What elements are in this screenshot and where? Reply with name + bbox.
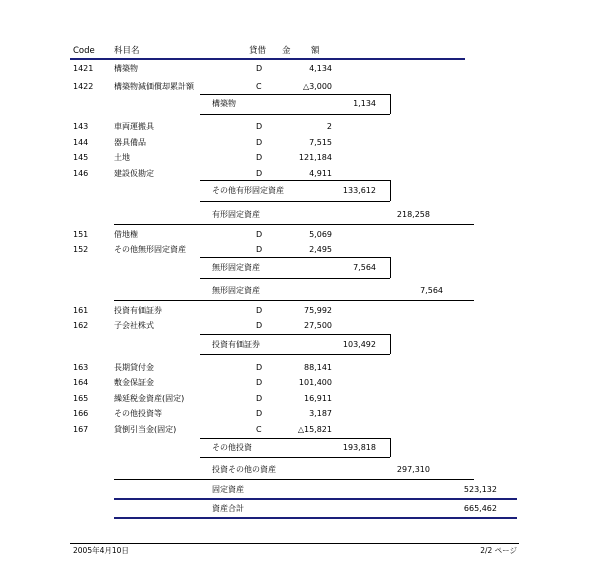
subtotal-amount: 7,564 (353, 263, 376, 272)
subtotal-rule (200, 114, 390, 115)
row-dc: D (256, 306, 263, 315)
subtotal-label: その他有形固定資産 (212, 186, 284, 195)
row-amount: 3,187 (309, 409, 332, 418)
row-dc: D (256, 321, 263, 330)
header-code: Code (73, 46, 95, 56)
row-dc: D (256, 169, 263, 178)
header-amount-1: 金 (282, 46, 291, 56)
row-amount: 4,134 (309, 64, 332, 73)
row-name: 器具備品 (114, 138, 146, 147)
subtotal-rule (200, 457, 390, 458)
row-dc: C (256, 82, 262, 91)
row-name: 借地権 (114, 230, 138, 239)
row-amount: 4,911 (309, 169, 332, 178)
subtotal-rule (200, 94, 390, 95)
row-name: 土地 (114, 153, 130, 162)
total-amount: 297,310 (396, 465, 430, 474)
row-dc: D (256, 409, 263, 418)
header-account-name: 科目名 (114, 46, 140, 56)
row-code: 143 (73, 122, 89, 131)
row-name: 長期貸付金 (114, 363, 154, 372)
row-code: 151 (73, 230, 89, 239)
row-amount: 27,500 (304, 321, 332, 330)
row-code: 161 (73, 306, 89, 315)
subtotal-rule (390, 438, 391, 457)
row-name: その他投資等 (114, 409, 162, 418)
subtotal-rule (200, 180, 390, 181)
subtotal-rule (390, 180, 391, 201)
row-name: 構築物減価償却累計額 (114, 82, 194, 91)
row-name: 敷金保証金 (114, 378, 154, 387)
row-code: 165 (73, 394, 89, 403)
row-dc: D (256, 153, 263, 162)
row-amount: 2 (326, 122, 332, 131)
row-dc: D (256, 363, 263, 372)
subtotal-rule (390, 257, 391, 278)
row-code: 145 (73, 153, 89, 162)
row-code: 166 (73, 409, 89, 418)
row-amount: 7,515 (309, 138, 332, 147)
grand-total-label: 資産合計 (212, 504, 244, 513)
header-debit-credit: 貸借 (249, 46, 267, 56)
subtotal-rule (200, 354, 390, 355)
row-code: 152 (73, 245, 89, 254)
row-amount: 5,069 (309, 230, 332, 239)
row-dc: C (256, 425, 262, 434)
subtotal-label: 構築物 (212, 99, 236, 108)
row-amount: 88,141 (304, 363, 332, 372)
subtotal-rule (200, 278, 390, 279)
total-rule (114, 479, 474, 480)
subtotal-rule (200, 334, 390, 335)
footer-page: 2/2 ページ (480, 546, 517, 555)
subtotal-amount: 1,134 (353, 99, 376, 108)
header-amount-2: 額 (311, 46, 320, 56)
fixed-assets-label: 固定資産 (212, 485, 244, 494)
header-rule (70, 58, 465, 60)
total-rule (114, 224, 474, 225)
grand-total-rule (114, 517, 517, 519)
row-name: 貸倒引当金(固定) (114, 425, 177, 434)
subtotal-amount: 103,492 (342, 340, 376, 349)
row-dc: D (256, 394, 263, 403)
total-amount: 7,564 (420, 286, 443, 295)
row-name: 投資有価証券 (114, 306, 162, 315)
total-rule (114, 300, 474, 301)
row-dc: D (256, 138, 263, 147)
row-name: 繰延税金資産(固定) (114, 394, 185, 403)
subtotal-rule (200, 201, 390, 202)
row-name: 建設仮勘定 (114, 169, 154, 178)
subtotal-rule (390, 334, 391, 354)
row-amount: 16,911 (304, 394, 332, 403)
row-amount: △3,000 (302, 82, 332, 91)
row-code: 164 (73, 378, 89, 387)
total-label: 投資その他の資産 (212, 465, 276, 474)
row-dc: D (256, 245, 263, 254)
row-code: 167 (73, 425, 89, 434)
row-amount: △15,821 (297, 425, 332, 434)
total-amount: 218,258 (396, 210, 430, 219)
row-dc: D (256, 64, 263, 73)
total-label: 無形固定資産 (212, 286, 260, 295)
row-dc: D (256, 230, 263, 239)
subtotal-amount: 133,612 (342, 186, 376, 195)
subtotal-rule (200, 438, 390, 439)
row-code: 1421 (73, 64, 94, 73)
row-dc: D (256, 378, 263, 387)
row-name: その他無形固定資産 (114, 245, 186, 254)
total-label: 有形固定資産 (212, 210, 260, 219)
subtotal-label: 投資有価証券 (212, 340, 260, 349)
row-code: 163 (73, 363, 89, 372)
row-code: 144 (73, 138, 89, 147)
row-name: 構築物 (114, 64, 138, 73)
subtotal-label: その他投資 (212, 443, 252, 452)
footer-rule (70, 543, 519, 544)
row-amount: 101,400 (298, 378, 332, 387)
row-name: 子会社株式 (114, 321, 154, 330)
subtotal-rule (200, 257, 390, 258)
subtotal-amount: 193,818 (342, 443, 376, 452)
row-code: 146 (73, 169, 89, 178)
subtotal-label: 無形固定資産 (212, 263, 260, 272)
fixed-assets-rule (114, 498, 517, 500)
row-amount: 121,184 (298, 153, 332, 162)
row-amount: 2,495 (309, 245, 332, 254)
fixed-assets-amount: 523,132 (463, 485, 497, 494)
subtotal-rule (390, 94, 391, 114)
row-name: 車両運搬具 (114, 122, 154, 131)
grand-total-amount: 665,462 (463, 504, 497, 513)
row-amount: 75,992 (304, 306, 332, 315)
row-code: 1422 (73, 82, 94, 91)
row-dc: D (256, 122, 263, 131)
row-code: 162 (73, 321, 89, 330)
footer-date: 2005年4月10日 (73, 546, 129, 555)
